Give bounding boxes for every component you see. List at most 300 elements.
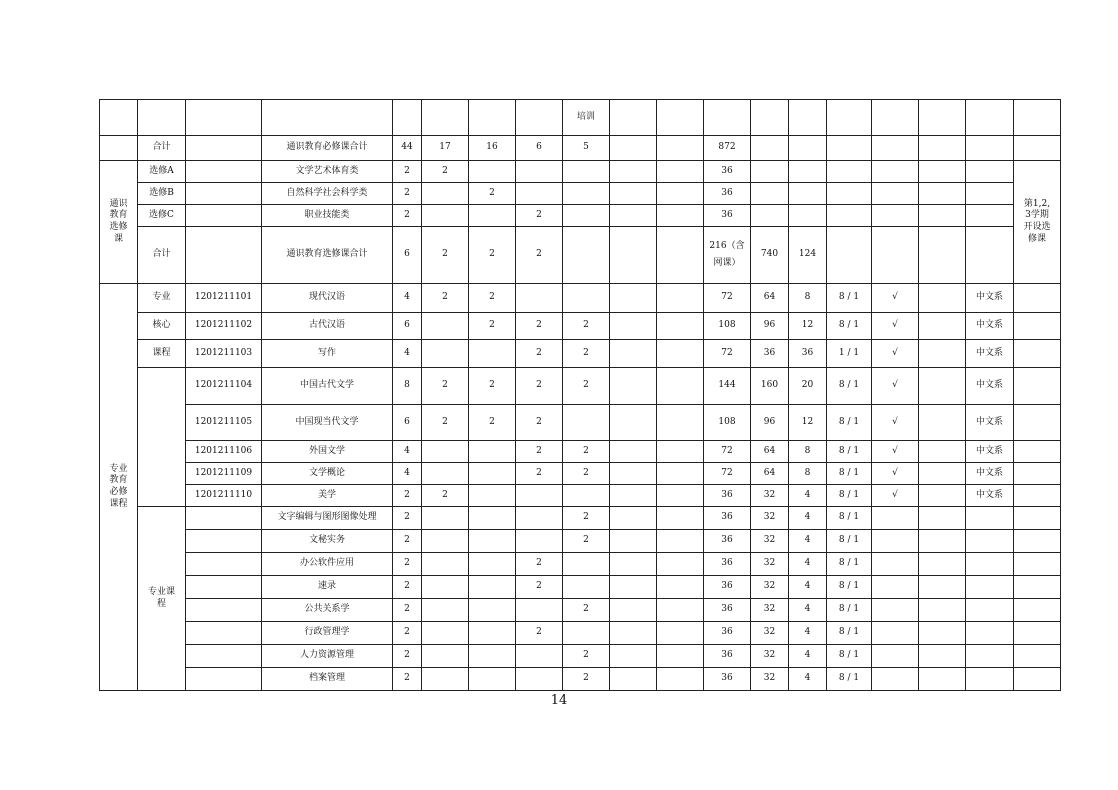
value-cell bbox=[1014, 485, 1061, 507]
value-cell: 2 bbox=[393, 553, 422, 576]
value-cell: 2 bbox=[469, 227, 516, 284]
value-cell: 2 bbox=[393, 622, 422, 645]
code-cell bbox=[186, 205, 262, 227]
value-cell bbox=[422, 530, 469, 553]
empty-cell bbox=[704, 100, 751, 136]
value-cell bbox=[610, 553, 657, 576]
value-cell bbox=[657, 136, 704, 161]
value-cell: 44 bbox=[393, 136, 422, 161]
course-name: 中国现当代文学 bbox=[262, 405, 393, 441]
value-cell: 2 bbox=[469, 183, 516, 205]
value-cell: 2 bbox=[422, 284, 469, 313]
value-cell: 中文系 bbox=[966, 368, 1014, 405]
value-cell bbox=[610, 205, 657, 227]
value-cell: 8 / 1 bbox=[827, 485, 872, 507]
value-cell bbox=[1014, 553, 1061, 576]
value-cell bbox=[516, 668, 563, 691]
course-name: 中国古代文学 bbox=[262, 368, 393, 405]
course-name: 外国文学 bbox=[262, 441, 393, 463]
value-cell bbox=[610, 284, 657, 313]
value-cell bbox=[966, 668, 1014, 691]
value-cell: 4 bbox=[789, 576, 827, 599]
value-cell bbox=[657, 368, 704, 405]
value-cell bbox=[919, 507, 966, 530]
value-cell bbox=[516, 645, 563, 668]
value-cell bbox=[872, 576, 919, 599]
value-cell bbox=[1014, 340, 1061, 368]
value-cell bbox=[657, 599, 704, 622]
value-cell: 8 bbox=[789, 284, 827, 313]
value-cell: 4 bbox=[789, 599, 827, 622]
course-code bbox=[186, 553, 262, 576]
value-cell bbox=[422, 205, 469, 227]
value-cell bbox=[610, 645, 657, 668]
value-cell: 2 bbox=[563, 368, 610, 405]
value-cell: 中文系 bbox=[966, 405, 1014, 441]
value-cell bbox=[919, 313, 966, 340]
value-cell bbox=[919, 622, 966, 645]
value-cell: 12 bbox=[789, 313, 827, 340]
course-code: 1201211109 bbox=[186, 463, 262, 485]
value-cell: 2 bbox=[563, 441, 610, 463]
course-code bbox=[186, 599, 262, 622]
value-cell: 12 bbox=[789, 405, 827, 441]
course-row bbox=[100, 368, 1061, 405]
value-cell: 2 bbox=[516, 227, 563, 284]
value-cell: 6 bbox=[516, 136, 563, 161]
value-cell: 36 bbox=[704, 553, 751, 576]
value-cell bbox=[872, 161, 919, 183]
value-cell bbox=[563, 553, 610, 576]
value-cell bbox=[872, 645, 919, 668]
value-cell: √ bbox=[872, 340, 919, 368]
value-cell bbox=[827, 205, 872, 227]
value-cell: 2 bbox=[563, 463, 610, 485]
empty-cell bbox=[516, 100, 563, 136]
value-cell: 4 bbox=[789, 645, 827, 668]
course-code bbox=[186, 622, 262, 645]
value-cell: √ bbox=[872, 368, 919, 405]
value-cell bbox=[1014, 668, 1061, 691]
value-cell: 2 bbox=[516, 576, 563, 599]
value-cell: 36 bbox=[704, 599, 751, 622]
course-row bbox=[100, 485, 1061, 507]
value-cell bbox=[610, 530, 657, 553]
value-cell: 32 bbox=[751, 576, 789, 599]
value-cell bbox=[1014, 576, 1061, 599]
value-cell: 2 bbox=[422, 227, 469, 284]
value-cell: 2 bbox=[469, 368, 516, 405]
value-cell: 64 bbox=[751, 284, 789, 313]
value-cell: 72 bbox=[704, 441, 751, 463]
value-cell: 8 / 1 bbox=[827, 553, 872, 576]
value-cell bbox=[966, 530, 1014, 553]
value-cell: 16 bbox=[469, 136, 516, 161]
value-cell: 17 bbox=[422, 136, 469, 161]
value-cell: 8 / 1 bbox=[827, 405, 872, 441]
value-cell: 2 bbox=[516, 313, 563, 340]
value-cell bbox=[657, 507, 704, 530]
value-cell bbox=[966, 645, 1014, 668]
value-cell bbox=[1014, 507, 1061, 530]
value-cell bbox=[563, 205, 610, 227]
value-cell bbox=[563, 183, 610, 205]
value-cell bbox=[657, 463, 704, 485]
value-cell: 2 bbox=[393, 507, 422, 530]
course-row bbox=[100, 313, 1061, 340]
value-cell: 8 / 1 bbox=[827, 622, 872, 645]
value-cell: √ bbox=[872, 485, 919, 507]
value-cell bbox=[469, 530, 516, 553]
value-cell bbox=[919, 136, 966, 161]
course-row bbox=[100, 441, 1061, 463]
value-cell bbox=[516, 507, 563, 530]
value-cell bbox=[563, 485, 610, 507]
value-cell: 36 bbox=[704, 161, 751, 183]
value-cell: 72 bbox=[704, 340, 751, 368]
course-name: 现代汉语 bbox=[262, 284, 393, 313]
course-row bbox=[100, 599, 1061, 622]
value-cell: 中文系 bbox=[966, 485, 1014, 507]
value-cell: 2 bbox=[422, 405, 469, 441]
course-name: 速录 bbox=[262, 576, 393, 599]
value-cell bbox=[1014, 368, 1061, 405]
value-cell: 中文系 bbox=[966, 463, 1014, 485]
value-cell: 36 bbox=[704, 530, 751, 553]
value-cell bbox=[563, 227, 610, 284]
course-name: 文秘实务 bbox=[262, 530, 393, 553]
value-cell bbox=[422, 668, 469, 691]
course-name: 档案管理 bbox=[262, 668, 393, 691]
value-cell: 4 bbox=[393, 284, 422, 313]
elective-total-row bbox=[100, 227, 1061, 284]
course-row bbox=[100, 507, 1061, 530]
value-cell: 2 bbox=[393, 485, 422, 507]
value-cell: 160 bbox=[751, 368, 789, 405]
value-cell: 36 bbox=[704, 205, 751, 227]
value-cell bbox=[1014, 136, 1061, 161]
value-cell: 108 bbox=[704, 313, 751, 340]
course-row bbox=[100, 463, 1061, 485]
value-cell: 8 / 1 bbox=[827, 463, 872, 485]
value-cell: 32 bbox=[751, 622, 789, 645]
value-cell: 8 / 1 bbox=[827, 507, 872, 530]
note-cell: 第1,2, 3学期 开设选 修课 bbox=[1014, 161, 1061, 284]
value-cell bbox=[1014, 645, 1061, 668]
empty-cell bbox=[1014, 100, 1061, 136]
value-cell bbox=[919, 205, 966, 227]
value-cell: 6 bbox=[393, 227, 422, 284]
value-cell bbox=[872, 553, 919, 576]
value-cell: 2 bbox=[422, 368, 469, 405]
value-cell: 8 / 1 bbox=[827, 576, 872, 599]
category-professional: 专业 教育 必修 课程 bbox=[100, 284, 138, 691]
value-cell: 32 bbox=[751, 645, 789, 668]
course-row bbox=[100, 576, 1061, 599]
value-cell bbox=[469, 576, 516, 599]
empty-cell bbox=[138, 100, 186, 136]
value-cell: 872 bbox=[704, 136, 751, 161]
value-cell bbox=[919, 485, 966, 507]
value-cell: 8 bbox=[393, 368, 422, 405]
value-cell: 2 bbox=[516, 441, 563, 463]
value-cell bbox=[610, 576, 657, 599]
value-cell bbox=[657, 530, 704, 553]
value-cell: 4 bbox=[789, 622, 827, 645]
course-name: 办公软件应用 bbox=[262, 553, 393, 576]
compulsory-total-row bbox=[100, 136, 1061, 161]
value-cell bbox=[919, 441, 966, 463]
value-cell bbox=[422, 507, 469, 530]
value-cell: 72 bbox=[704, 463, 751, 485]
course-name: 人力资源管理 bbox=[262, 645, 393, 668]
empty-cell bbox=[789, 100, 827, 136]
empty-cell bbox=[469, 100, 516, 136]
row-label: 选修B bbox=[138, 183, 186, 205]
value-cell: 36 bbox=[704, 622, 751, 645]
value-cell: 124 bbox=[789, 227, 827, 284]
value-cell bbox=[872, 668, 919, 691]
core-label: 核心 bbox=[138, 313, 186, 340]
value-cell: 4 bbox=[393, 441, 422, 463]
value-cell: 4 bbox=[393, 463, 422, 485]
value-cell bbox=[469, 485, 516, 507]
course-row bbox=[100, 622, 1061, 645]
value-cell bbox=[751, 183, 789, 205]
value-cell: 8 / 1 bbox=[827, 668, 872, 691]
value-cell: 6 bbox=[393, 405, 422, 441]
value-cell: 36 bbox=[704, 183, 751, 205]
value-cell bbox=[610, 441, 657, 463]
value-cell bbox=[919, 405, 966, 441]
value-cell bbox=[610, 507, 657, 530]
value-cell bbox=[516, 284, 563, 313]
value-cell bbox=[610, 313, 657, 340]
value-cell: 2 bbox=[393, 576, 422, 599]
value-cell: 2 bbox=[516, 463, 563, 485]
value-cell: 36 bbox=[704, 576, 751, 599]
value-cell: 2 bbox=[563, 313, 610, 340]
value-cell bbox=[827, 136, 872, 161]
empty-cell bbox=[872, 100, 919, 136]
value-cell: 4 bbox=[393, 340, 422, 368]
course-code: 1201211106 bbox=[186, 441, 262, 463]
course-name: 文学概论 bbox=[262, 463, 393, 485]
value-cell bbox=[789, 205, 827, 227]
value-cell: 108 bbox=[704, 405, 751, 441]
value-cell bbox=[563, 161, 610, 183]
value-cell bbox=[657, 227, 704, 284]
value-cell bbox=[966, 227, 1014, 284]
category-general-elective: 通识 教育 选修 课 bbox=[100, 161, 138, 284]
value-cell bbox=[469, 622, 516, 645]
value-cell bbox=[516, 161, 563, 183]
value-cell: 36 bbox=[704, 645, 751, 668]
course-code bbox=[186, 576, 262, 599]
value-cell bbox=[919, 463, 966, 485]
training-cell: 培训 bbox=[563, 100, 610, 136]
empty-cell bbox=[262, 100, 393, 136]
value-cell: 2 bbox=[393, 183, 422, 205]
course-row bbox=[100, 645, 1061, 668]
value-cell bbox=[751, 205, 789, 227]
row-label: 选修C bbox=[138, 205, 186, 227]
value-cell: 8 / 1 bbox=[827, 284, 872, 313]
value-cell bbox=[872, 530, 919, 553]
course-code: 1201211110 bbox=[186, 485, 262, 507]
row-label: 选修A bbox=[138, 161, 186, 183]
course-code: 1201211102 bbox=[186, 313, 262, 340]
professional-course-label: 专业课 程 bbox=[138, 507, 186, 691]
value-cell: 8 bbox=[789, 463, 827, 485]
course-name: 自然科学社会科学类 bbox=[262, 183, 393, 205]
value-cell bbox=[422, 183, 469, 205]
value-cell: 2 bbox=[393, 530, 422, 553]
value-cell: 2 bbox=[469, 284, 516, 313]
value-cell bbox=[516, 485, 563, 507]
course-row bbox=[100, 284, 1061, 313]
value-cell: 中文系 bbox=[966, 284, 1014, 313]
value-cell bbox=[516, 599, 563, 622]
value-cell bbox=[789, 136, 827, 161]
value-cell: 8 / 1 bbox=[827, 530, 872, 553]
value-cell bbox=[657, 313, 704, 340]
empty-cell bbox=[100, 136, 138, 161]
value-cell: 2 bbox=[516, 205, 563, 227]
value-cell: 2 bbox=[393, 668, 422, 691]
value-cell: 2 bbox=[469, 405, 516, 441]
value-cell bbox=[610, 161, 657, 183]
value-cell: 32 bbox=[751, 599, 789, 622]
value-cell bbox=[919, 161, 966, 183]
value-cell: 5 bbox=[563, 136, 610, 161]
value-cell bbox=[610, 622, 657, 645]
value-cell: 2 bbox=[516, 622, 563, 645]
course-code bbox=[186, 668, 262, 691]
value-cell bbox=[563, 284, 610, 313]
value-cell bbox=[610, 136, 657, 161]
value-cell: 8 bbox=[789, 441, 827, 463]
value-cell: √ bbox=[872, 313, 919, 340]
value-cell bbox=[469, 205, 516, 227]
value-cell bbox=[610, 463, 657, 485]
value-cell bbox=[563, 622, 610, 645]
value-cell bbox=[469, 507, 516, 530]
value-cell: 2 bbox=[563, 530, 610, 553]
value-cell: 4 bbox=[789, 507, 827, 530]
value-cell bbox=[422, 576, 469, 599]
value-cell bbox=[422, 313, 469, 340]
value-cell: 1 / 1 bbox=[827, 340, 872, 368]
value-cell: 2 bbox=[393, 205, 422, 227]
value-cell bbox=[422, 441, 469, 463]
value-cell bbox=[610, 599, 657, 622]
value-cell bbox=[469, 668, 516, 691]
value-cell bbox=[469, 441, 516, 463]
value-cell bbox=[610, 668, 657, 691]
value-cell bbox=[657, 485, 704, 507]
value-cell bbox=[657, 340, 704, 368]
code-cell bbox=[186, 183, 262, 205]
value-cell bbox=[919, 530, 966, 553]
course-row bbox=[100, 530, 1061, 553]
empty-cell bbox=[100, 100, 138, 136]
value-cell bbox=[469, 645, 516, 668]
table-body bbox=[100, 100, 1061, 691]
value-cell: 32 bbox=[751, 553, 789, 576]
course-code: 1201211101 bbox=[186, 284, 262, 313]
value-cell bbox=[966, 183, 1014, 205]
course-name: 文字编辑与图形图像处理 bbox=[262, 507, 393, 530]
course-name: 行政管理学 bbox=[262, 622, 393, 645]
value-cell: 2 bbox=[516, 405, 563, 441]
value-cell bbox=[1014, 284, 1061, 313]
value-cell bbox=[1014, 599, 1061, 622]
core-label: 课程 bbox=[138, 340, 186, 368]
code-cell bbox=[186, 136, 262, 161]
course-name: 公共关系学 bbox=[262, 599, 393, 622]
value-cell bbox=[919, 576, 966, 599]
course-code: 1201211105 bbox=[186, 405, 262, 441]
value-cell: 36 bbox=[704, 668, 751, 691]
value-cell bbox=[469, 161, 516, 183]
value-cell bbox=[610, 183, 657, 205]
value-cell: 36 bbox=[704, 485, 751, 507]
value-cell bbox=[657, 576, 704, 599]
value-cell bbox=[872, 622, 919, 645]
value-cell: 32 bbox=[751, 530, 789, 553]
value-cell: 4 bbox=[789, 668, 827, 691]
value-cell: 2 bbox=[516, 553, 563, 576]
value-cell: 2 bbox=[516, 340, 563, 368]
value-cell bbox=[872, 205, 919, 227]
value-cell: 8 / 1 bbox=[827, 599, 872, 622]
empty-cell bbox=[422, 100, 469, 136]
value-cell bbox=[516, 183, 563, 205]
value-cell bbox=[872, 599, 919, 622]
value-cell: 72 bbox=[704, 284, 751, 313]
value-cell: 2 bbox=[422, 485, 469, 507]
value-cell: 32 bbox=[751, 485, 789, 507]
value-cell: 32 bbox=[751, 668, 789, 691]
value-cell: 中文系 bbox=[966, 340, 1014, 368]
value-cell bbox=[1014, 463, 1061, 485]
value-cell bbox=[657, 161, 704, 183]
value-cell bbox=[657, 284, 704, 313]
table-row bbox=[100, 100, 1061, 136]
value-cell: 2 bbox=[393, 645, 422, 668]
value-cell bbox=[657, 622, 704, 645]
value-cell: 2 bbox=[422, 161, 469, 183]
value-cell bbox=[469, 599, 516, 622]
value-cell bbox=[657, 553, 704, 576]
value-cell bbox=[657, 645, 704, 668]
value-cell: 36 bbox=[704, 507, 751, 530]
value-cell: 36 bbox=[751, 340, 789, 368]
value-cell: 64 bbox=[751, 441, 789, 463]
value-cell bbox=[966, 136, 1014, 161]
value-cell: 8 / 1 bbox=[827, 313, 872, 340]
value-cell: 6 bbox=[393, 313, 422, 340]
value-cell: 中文系 bbox=[966, 313, 1014, 340]
course-code: 1201211103 bbox=[186, 340, 262, 368]
value-cell: 216（含网课） bbox=[704, 227, 751, 284]
course-name: 美学 bbox=[262, 485, 393, 507]
value-cell bbox=[919, 340, 966, 368]
page-number: 14 bbox=[550, 693, 568, 708]
value-cell bbox=[563, 405, 610, 441]
value-cell bbox=[422, 645, 469, 668]
